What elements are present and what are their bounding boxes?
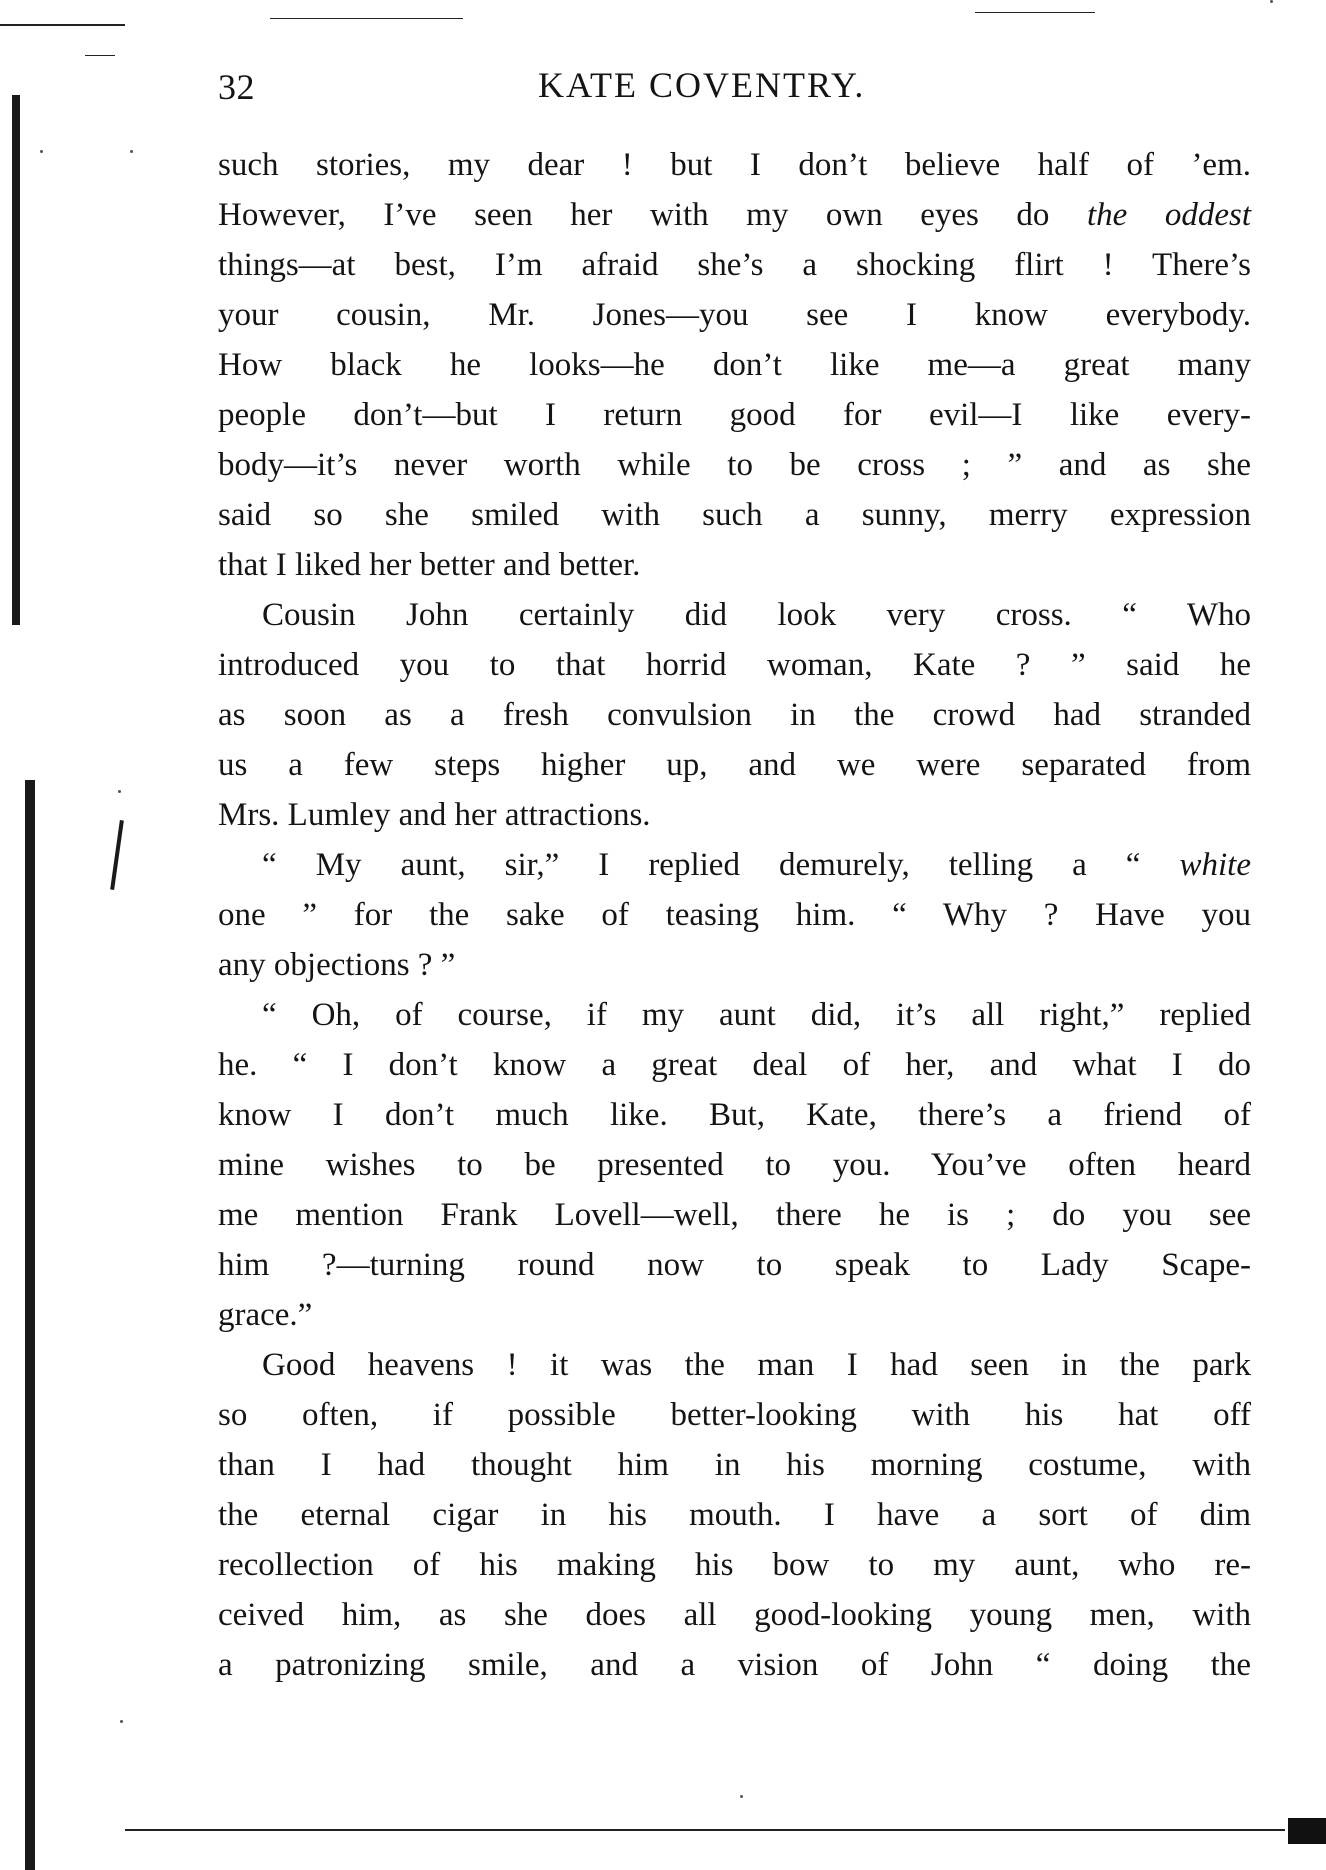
- text-line: ceived him, as she does all good-looking young men, with: [218, 1597, 1251, 1633]
- text-line: know I don’t much like. But, Kate, there’s a friend of: [218, 1097, 1251, 1133]
- italic-phrase: the oddest: [1086, 197, 1252, 233]
- paragraph: [218, 840, 1251, 990]
- scan-speck: [118, 790, 121, 793]
- text-line: me mention Frank Lovell—well, there he is ; do you see: [218, 1197, 1251, 1233]
- page-header: [218, 60, 1251, 120]
- page-number: 32: [218, 67, 255, 107]
- text-line: he. “ I don’t know a great deal of her, and what I do: [218, 1047, 1251, 1083]
- scan-rule-top-right: [975, 12, 1095, 13]
- paragraph: [218, 590, 1251, 840]
- text-line: introduced you to that horrid woman, Kate ? ” said he: [218, 647, 1251, 683]
- text-line: so often, if possible better-looking with his hat off: [218, 1397, 1251, 1433]
- text-line: people don’t—but I return good for evil—I like every-: [218, 397, 1251, 433]
- italic-phrase: white: [1179, 847, 1251, 883]
- text-line: mine wishes to be presented to you. You’ve often heard: [218, 1147, 1251, 1183]
- paragraph: [218, 990, 1251, 1340]
- text-line: one ” for the sake of teasing him. “ Why ? Have you: [218, 897, 1251, 933]
- scan-rule-bottom: [125, 1829, 1285, 1831]
- text-line: us a few steps higher up, and we were separated from: [218, 747, 1251, 783]
- text-line: than I had thought him in his morning costume, with: [218, 1447, 1251, 1483]
- scan-speck: [1270, 0, 1273, 3]
- paragraph: [218, 1340, 1251, 1690]
- text-fragment: “ My aunt, sir,” I replied demurely, telling a “: [262, 847, 1180, 883]
- text-line: grace.”: [218, 1297, 313, 1333]
- running-title: KATE COVENTRY.: [538, 65, 866, 105]
- text-line: him ?—turning round now to speak to Lady Scape-: [218, 1247, 1251, 1283]
- scan-block-bottom-right: [1288, 1818, 1326, 1844]
- text-line: How black he looks—he don’t like me—a great many: [218, 347, 1251, 383]
- text-line: as soon as a fresh convulsion in the crowd had stranded: [218, 697, 1251, 733]
- text-line: Mrs. Lumley and her attractions.: [218, 797, 651, 833]
- text-line: your cousin, Mr. Jones—you see I know everybody.: [218, 297, 1251, 333]
- scan-rule-top-middle: [270, 18, 463, 19]
- text-fragment: However, I’ve seen her with my own eyes do: [218, 197, 1087, 233]
- paragraph: [218, 140, 1251, 590]
- text-line: body—it’s never worth while to be cross ; ” and as she: [218, 447, 1251, 483]
- text-line: such stories, my dear ! but I don’t believe half of ’em.: [218, 147, 1251, 183]
- scan-speck: [130, 150, 133, 153]
- scan-binding-edge-upper: [12, 95, 20, 625]
- scan-rule-small: [85, 55, 115, 56]
- text-line: said so she smiled with such a sunny, merry expression: [218, 497, 1251, 533]
- body-text: [218, 140, 1251, 1690]
- text-line: any objections ? ”: [218, 947, 456, 983]
- text-line: Cousin John certainly did look very cross. “ Who: [262, 597, 1251, 633]
- scan-mark: [110, 820, 124, 890]
- text-line: a patronizing smile, and a vision of John “ doing the: [218, 1647, 1251, 1683]
- text-line: things—at best, I’m afraid she’s a shocking flirt ! There’s: [218, 247, 1251, 283]
- text-line: recollection of his making his bow to my aunt, who re-: [218, 1547, 1251, 1583]
- scan-rule-top-left: [0, 24, 125, 26]
- scan-binding-edge-lower: [25, 780, 35, 1870]
- text-line: “ Oh, of course, if my aunt did, it’s all right,” replied: [262, 997, 1251, 1033]
- scan-speck: [740, 1795, 743, 1798]
- text-line: Good heavens ! it was the man I had seen in the park: [262, 1347, 1251, 1383]
- text-line: [218, 190, 1251, 240]
- text-line: that I liked her better and better.: [218, 547, 641, 583]
- scan-speck: [120, 1720, 123, 1723]
- scan-speck: [40, 150, 43, 153]
- text-line: [218, 840, 1251, 890]
- text-line: the eternal cigar in his mouth. I have a sort of dim: [218, 1497, 1251, 1533]
